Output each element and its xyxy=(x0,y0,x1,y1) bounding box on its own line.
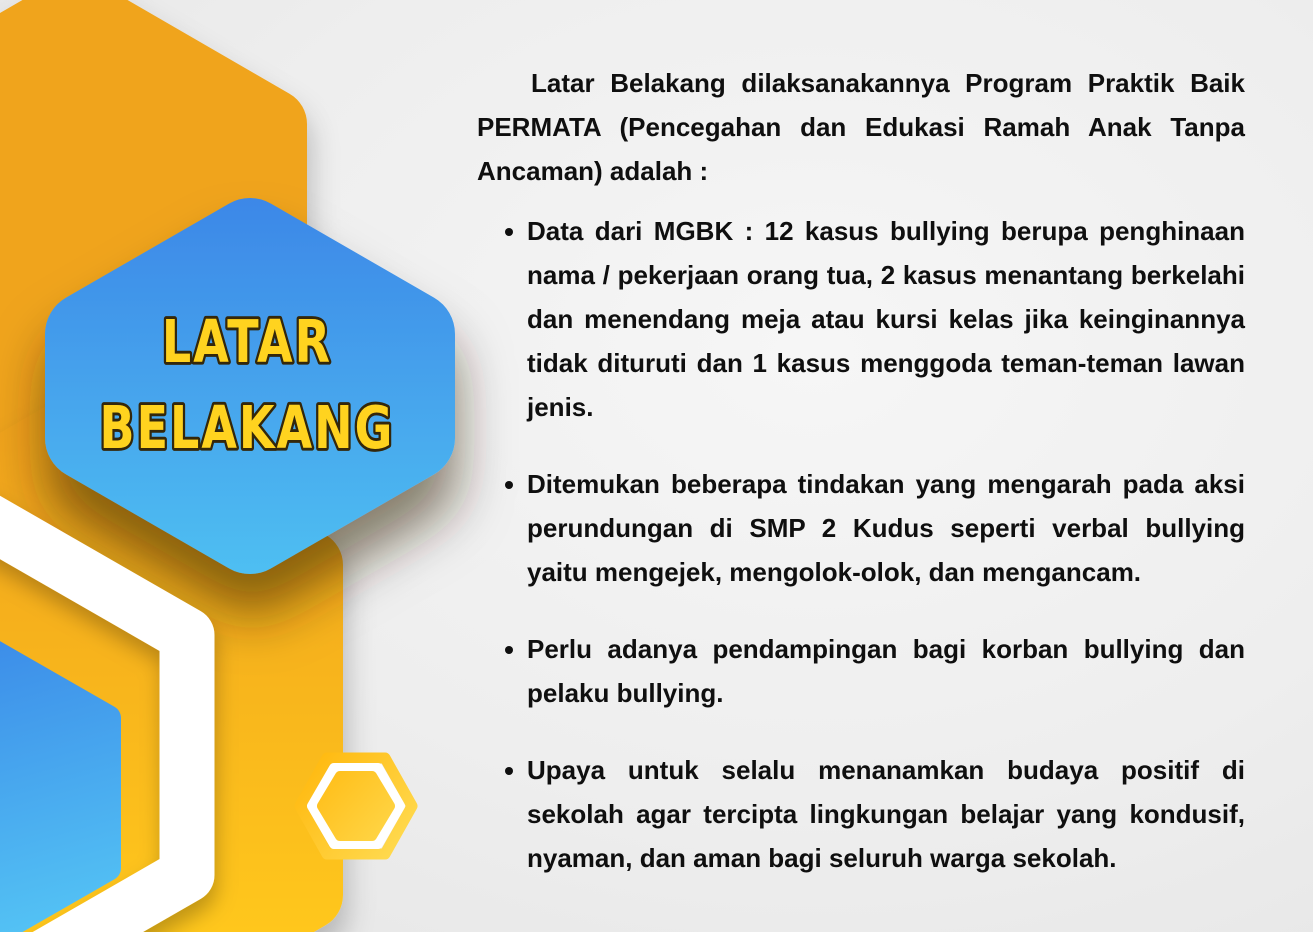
gold-badge-core xyxy=(322,776,390,836)
bullet-dot xyxy=(505,646,513,654)
bullet-dot xyxy=(505,228,513,236)
bullet-dot xyxy=(505,767,513,775)
bullet-item xyxy=(477,462,1245,594)
title-line-1: LATAR xyxy=(161,308,333,377)
bullet-item xyxy=(477,748,1245,880)
title-line-2: BELAKANG xyxy=(99,394,395,463)
bullet-list xyxy=(477,209,1245,880)
body-text-column xyxy=(477,61,1245,880)
bullet-text: Ditemukan beberapa tindakan yang mengarah pada aksi perundungan di SMP 2 Kudus seperti verbal bullying yaitu mengejek, mengolok-olok, dan mengancam. xyxy=(527,469,1245,587)
bullet-text: Perlu adanya pendampingan bagi korban bullying dan pelaku bullying. xyxy=(527,634,1245,708)
bullet-dot xyxy=(505,481,513,489)
gold-hexagon-badge xyxy=(300,758,412,854)
bullet-item xyxy=(477,209,1245,429)
bullet-item xyxy=(477,627,1245,715)
title-hexagon xyxy=(87,240,413,532)
bullet-text: Upaya untuk selalu menanamkan budaya positif di sekolah agar tercipta lingkungan belajar yang kondusif, nyaman, dan aman bagi seluruh warga sekolah. xyxy=(527,755,1245,873)
intro-paragraph: Latar Belakang dilaksanakannya Program Praktik Baik PERMATA (Pencegahan dan Edukasi Ramah Anak Tanpa Ancaman) adalah : xyxy=(477,68,1245,186)
bullet-text: Data dari MGBK : 12 kasus bullying berupa penghinaan nama / pekerjaan orang tua, 2 kasus menantang berkelahi dan menendang meja atau kursi kelas jika keinginannya tidak dituruti dan 1 kasus menggoda teman-teman lawan jenis. xyxy=(527,216,1245,422)
